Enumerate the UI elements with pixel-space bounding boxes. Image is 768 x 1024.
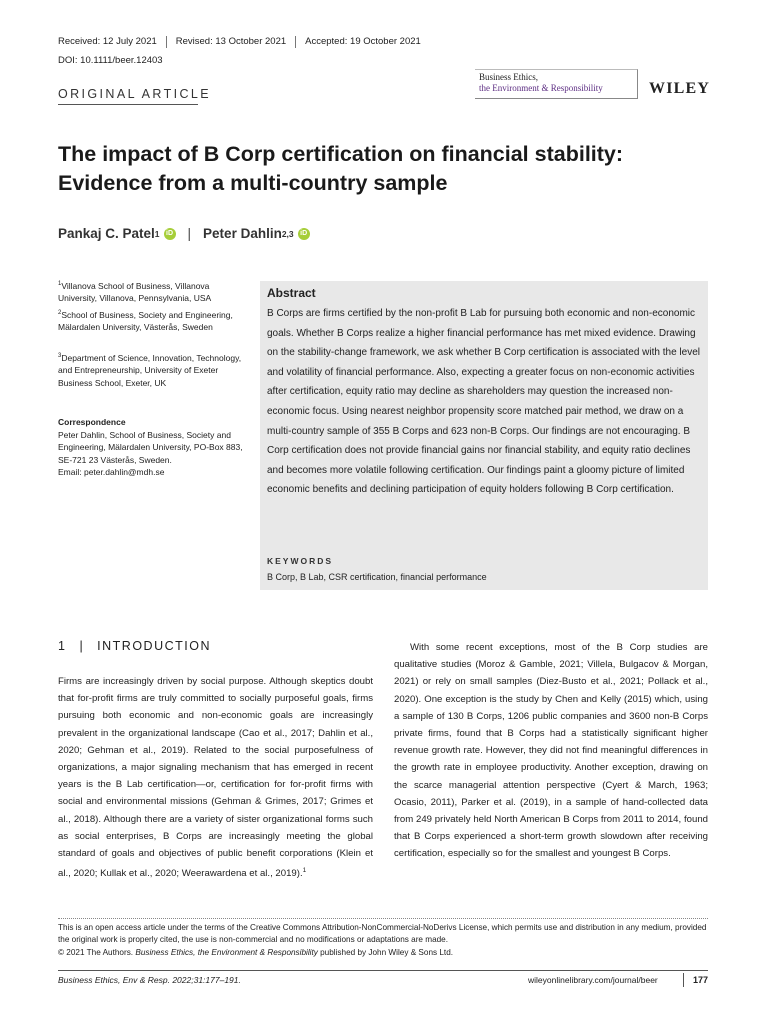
footer-separator <box>683 973 684 987</box>
copyright-suffix: published by John Wiley & Sons Ltd. <box>320 947 454 957</box>
license-notice <box>58 922 708 959</box>
affiliation-mark: 1 <box>58 281 62 287</box>
page-bottom-rule <box>58 970 708 971</box>
page-number: 177 <box>693 975 709 985</box>
footer-divider <box>58 918 708 919</box>
body-column-left <box>58 673 373 883</box>
affiliation-2 <box>58 307 248 334</box>
copyright-journal: Business Ethics, the Environment & Responsibility <box>135 947 318 957</box>
title-line-2: Evidence from a multi-country sample <box>58 171 448 195</box>
author-name[interactable]: Pankaj C. Patel <box>58 226 155 241</box>
orcid-icon[interactable]: iD <box>298 228 310 240</box>
affiliation-mark: 2 <box>58 310 62 316</box>
section-separator: | <box>79 639 85 653</box>
section-title: INTRODUCTION <box>97 639 211 653</box>
section-number: 1 <box>58 639 67 653</box>
journal-name-line2: the Environment & Responsibility <box>479 83 603 93</box>
correspondence-email[interactable]: Email: peter.dahlin@mdh.se <box>58 467 165 477</box>
article-type-rule <box>58 104 198 105</box>
journal-citation: Business Ethics, Env & Resp. 2022;31:177–191. <box>58 975 241 985</box>
affiliation-text: Villanova School of Business, Villanova University, Villanova, Pennsylvania, USA <box>58 280 212 304</box>
dates-row <box>58 36 439 48</box>
correspondence-heading: Correspondence <box>58 417 126 427</box>
title-line-1: The impact of B Corp certification on financial stability: <box>58 142 624 166</box>
footnote-mark[interactable]: 1 <box>302 867 307 875</box>
abstract-heading: Abstract <box>267 286 316 300</box>
revised-date: Revised: 13 October 2021 <box>176 36 296 48</box>
correspondence <box>58 416 248 479</box>
body-paragraph: With some recent exceptions, most of the B Corp studies are qualitative studies (Moroz & Gamble, 2021; Villela, Bulgacov & Morgan, 2021) or rely on small samples (Diez-Busto et al., 2021; Pollack et al., 2020). One exception is the study by Chen and Kelly (2015) which, using a sample of 130 B Corps, 1206 public companies and 3600 non-B Corps private firms, found that B Corps had a statistically significant higher revenue growth rate. However, they did not find meaningful differences in the growth rate in employee productivity. Another exception, drawing on the scarce managerial attention perspective (Cyert & March, 1963; Ocasio, 2011), Parker et al. (2019), in a sample of hand-collected data from 249 privately held North American B Corps from 2011 to 2014, found that B Corps experienced a short-term growth slowdown after receiving certification, especially so for the smallest and youngest B Corps. <box>394 642 708 860</box>
author-affiliation-mark: 1 <box>154 228 160 239</box>
affiliation-text: School of Business, Society and Engineering, Mälardalen University, Västerås, Sweden <box>58 309 233 333</box>
article-title <box>58 140 708 198</box>
article-type: ORIGINAL ARTICLE <box>58 87 212 101</box>
copyright-prefix: © 2021 The Authors. <box>58 947 134 957</box>
affiliation-3 <box>58 350 248 389</box>
journal-name-line1: Business Ethics, <box>479 72 539 82</box>
accepted-date: Accepted: 19 October 2021 <box>305 36 421 47</box>
affiliation-mark: 3 <box>58 353 62 359</box>
affiliation-text: Department of Science, Innovation, Technology, and Entrepreneurship, University of Exeter Business School, Exeter, UK <box>58 352 242 388</box>
publisher-logo: WILEY <box>649 80 711 97</box>
license-text: This is an open access article under the terms of the Creative Commons Attribution-NonCommercial-NoDerivs License, which permits use and distribution in any medium, provided the original work is properly cited, the use is non-commercial and no modifications or adaptations are made. <box>58 923 707 945</box>
doi[interactable]: DOI: 10.1111/beer.12403 <box>58 55 163 66</box>
received-date: Received: 12 July 2021 <box>58 36 167 48</box>
keywords-heading: KEYWORDS <box>267 556 334 566</box>
body-paragraph: Firms are increasingly driven by social purpose. Although skeptics doubt that for-profit firms are truly committed to socially purposeful goals, firms pursuing both economic and non-economic goals are increasingly prevalent in the organizational landscape (Cao et al., 2017; Dahlin et al., 2020; Gehman et al., 2019). Related to the social purposefulness of organizations, a major signaling mechanism that has emerged in recent years is the B Lab certification—or, certification for for-profit firms with social and environmental missions (Gehman & Grimes, 2017; Grimes et al., 2018). Although there are a variety of sister organizational forms such as social enterprises, B Corps are increasingly meeting the global standard of goals and objectives of public benefit corporations (Klein et al., 2020; Kullak et al., 2020; Weerawardena et al., 2019). <box>58 676 373 880</box>
author-list <box>58 226 310 241</box>
journal-url[interactable]: wileyonlinelibrary.com/journal/beer <box>528 975 658 985</box>
copyright-line <box>58 947 708 959</box>
author-separator: | <box>187 226 192 241</box>
author-name[interactable]: Peter Dahlin <box>203 226 282 241</box>
affiliation-1 <box>58 278 248 305</box>
author-affiliation-mark: 2,3 <box>281 228 294 239</box>
abstract-text: B Corps are firms certified by the non-profit B Lab for pursuing both economic and non-economic goals. Whether B Corps realize a higher financial performance has met mixed evidence. Drawing on the stability-change framework, we ask whether B Corp certification is associated with the level and volatility of financial performance. Also, expecting a greater focus on non-economic activities after certification, equity ratio may decline as shareholders may question the increased non-economic focus. Using nearest neighbor propensity score matched pair method, we draw on a multi-country sample of 355 B Corps and 623 non-B Corps. Our findings are not encouraging. B Corp certification does not provide financial gains nor financial stability, and equity ratio declines and becomes more volatile following certification. Our findings paint a gloomy picture of limited economic benefits and declining participation of equity holders following B Corp certification. <box>267 308 700 496</box>
body-column-right <box>394 639 708 863</box>
section-heading <box>58 639 211 653</box>
keywords-list: B Corp, B Lab, CSR certification, financial performance <box>267 572 487 582</box>
correspondence-text: Peter Dahlin, School of Business, Society and Engineering, Mälardalen University, PO-Box 883, SE-721 23 Västerås, Sweden. <box>58 429 243 465</box>
orcid-icon[interactable]: iD <box>164 228 176 240</box>
